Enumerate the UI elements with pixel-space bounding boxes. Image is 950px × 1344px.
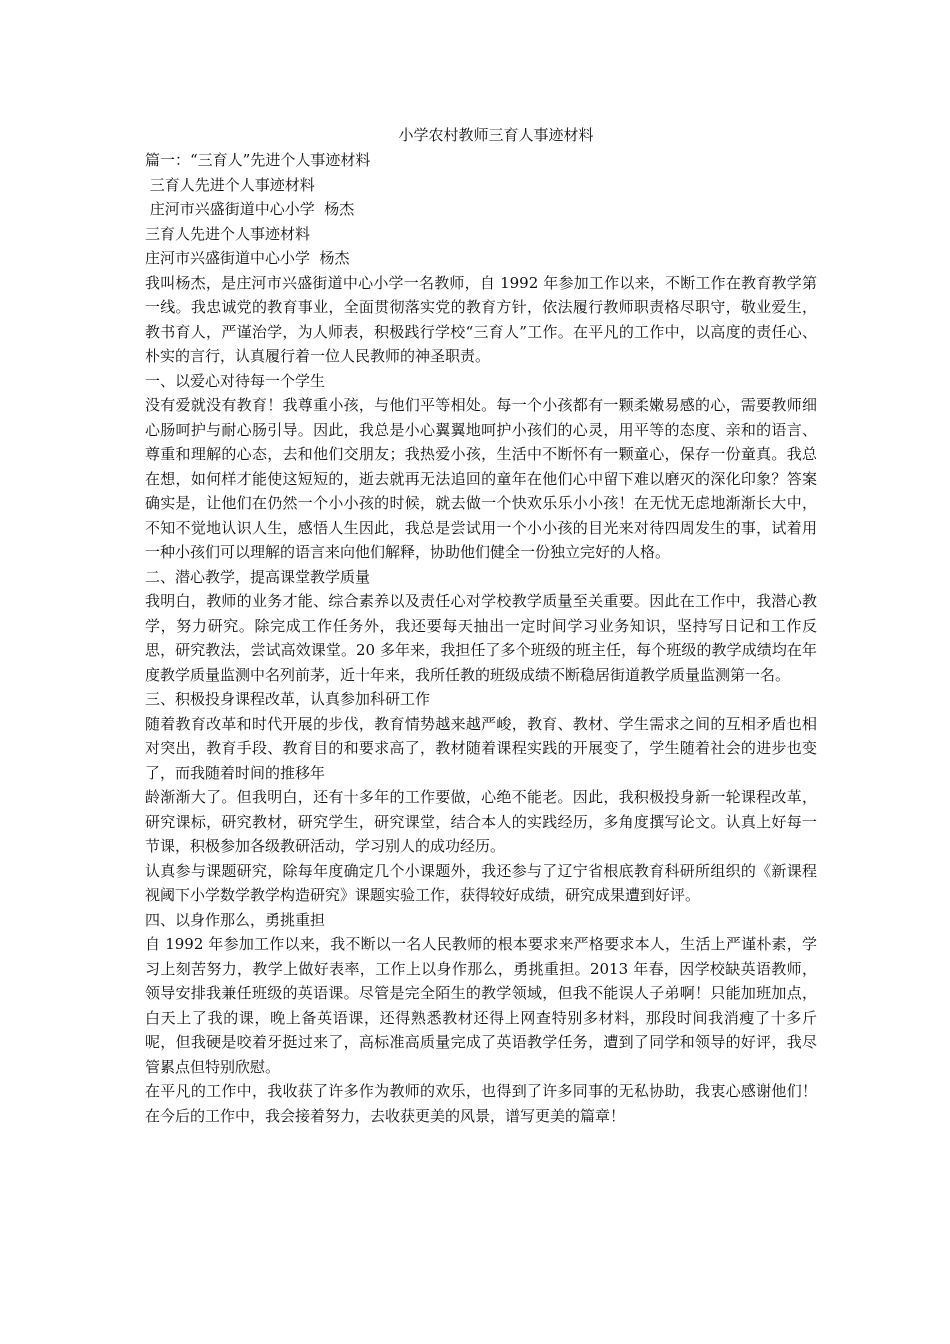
section-3-heading: 三、积极投身课程改革，认真参加科研工作	[145, 690, 431, 708]
author-line-repeat: 庄河市兴盛街道中心小学 杨杰	[145, 249, 350, 267]
section-3-paragraph-c: 认真参与课题研究，除每年度确定几个小课题外，我还参与了辽宁省根底教育科研所组织的《新课程视阈下小学数学教学构造研究》课题实验工作，获得较好成绩，研究成果遭到好评。	[145, 861, 817, 904]
document-title: 小学农村教师三育人事迹材料	[398, 126, 594, 144]
article-heading: 篇一：“三育人”先进个人事迹材料	[145, 151, 371, 169]
section-3-paragraph-b: 龄渐渐大了。但我明白，还有十多年的工作要做，心绝不能老。因此，我积极投身新一轮课程改革，研究课标，研究教材，研究学生，研究课堂，结合本人的实践经历，多角度撰写论文。认真上好每一节课，积极参加各级教研活动，学习别人的成功经历。	[145, 788, 817, 855]
section-4-paragraph: 自 1992 年参加工作以来，我不断以一名人民教师的根本要求来严格要求本人，生活上严谨朴素，学习上刻苦努力，教学上做好表率，工作上以身作那么，勇挑重担。2013 年春，因学校缺英语教师，领导安排我兼任班级的英语课。尽管是完全陌生的教学领域，但我不能误人子弟啊！只能加班加点，白天上了我的课，晚上备英语课，还得熟悉教材还得上网查特别多材料，那段时间我消瘦了十多斤呢，但我硬是咬着牙挺过来了，高标准高质量完成了英语教学任务，遭到了同学和领导的好评，我尽管累点但特别欣慰。	[145, 935, 817, 1076]
section-2-paragraph: 我明白，教师的业务才能、综合素养以及责任心对学校教学质量至关重要。因此在工作中，我潜心教学，努力研究。除完成工作任务外，我还要每天抽出一定时间学习业务知识，坚持写日记和工作反思，研究教法，尝试高效课堂。20 多年来，我担任了多个班级的班主任，每个班级的教学成绩均在年度教学质量监测中名列前茅，近十年来，我所任教的班级成绩不断稳居街道教学质量监测第一名。	[145, 592, 817, 684]
subtitle-line-repeat: 三育人先进个人事迹材料	[145, 224, 311, 243]
section-1-paragraph: 没有爱就没有教育！我尊重小孩，与他们平等相处。每一个小孩都有一颗柔嫩易感的心，需要教师细心肠呵护与耐心肠引导。因此，我总是小心翼翼地呵护小孩们的心灵，用平等的态度、亲和的语言、尊重和理解的心态，去和他们交朋友；我热爱小孩，生活中不断怀有一颗童心，保存一份童真。我总在想，如何样才能使这短短的，逝去就再无法追回的童年在他们心中留下难以磨灭的深化印象？答案确实是，让他们在仍然一个小小孩的时候，就去做一个快欢乐乐小小孩！在无忧无虑地渐渐长大中，不知不觉地认识人生，感悟人生因此，我总是尝试用一个小小孩的目光来对待四周发生的事，试着用一种小孩们可以理解的语言来向他们解释，协助他们健全一份独立完好的人格。	[145, 396, 817, 561]
closing-paragraph: 在平凡的工作中，我收获了许多作为教师的欢乐，也得到了许多同事的无私协助，我衷心感谢他们！在今后的工作中，我会接着努力，去收获更美的风景，谱写更美的篇章！	[145, 1082, 817, 1125]
author-line: 庄河市兴盛街道中心小学 杨杰	[145, 200, 355, 218]
intro-paragraph: 我叫杨杰，是庄河市兴盛街道中心小学一名教师，自 1992 年参加工作以来，不断工作在教育教学第一线。我忠诚党的教育事业，全面贯彻落实党的教育方针，依法履行教师职责格尽职守，敬业爱生，教书育人，严谨治学，为人师表，积极践行学校“三育人”工作。在平凡的工作中，以高度的责任心、朴实的言行，认真履行着一位人民教师的神圣职责。	[145, 273, 817, 365]
section-2-heading: 二、潜心教学，提高课堂教学质量	[145, 567, 371, 586]
section-4-heading: 四、以身作那么，勇挑重担	[145, 910, 326, 929]
section-3-paragraph-a: 随着教育改革和时代开展的步伐，教育情势越来越严峻，教育、教材、学生需求之间的互相矛盾也相对突出，教育手段、教育目的和要求高了，教材随着课程实践的开展变了，学生随着社会的进步也变了，而我随着时间的推移年	[145, 714, 817, 782]
section-1-heading: 一、以爱心对待每一个学生	[145, 371, 326, 390]
document-page	[145, 122, 817, 1128]
subtitle-line: 三育人先进个人事迹材料	[145, 175, 315, 194]
